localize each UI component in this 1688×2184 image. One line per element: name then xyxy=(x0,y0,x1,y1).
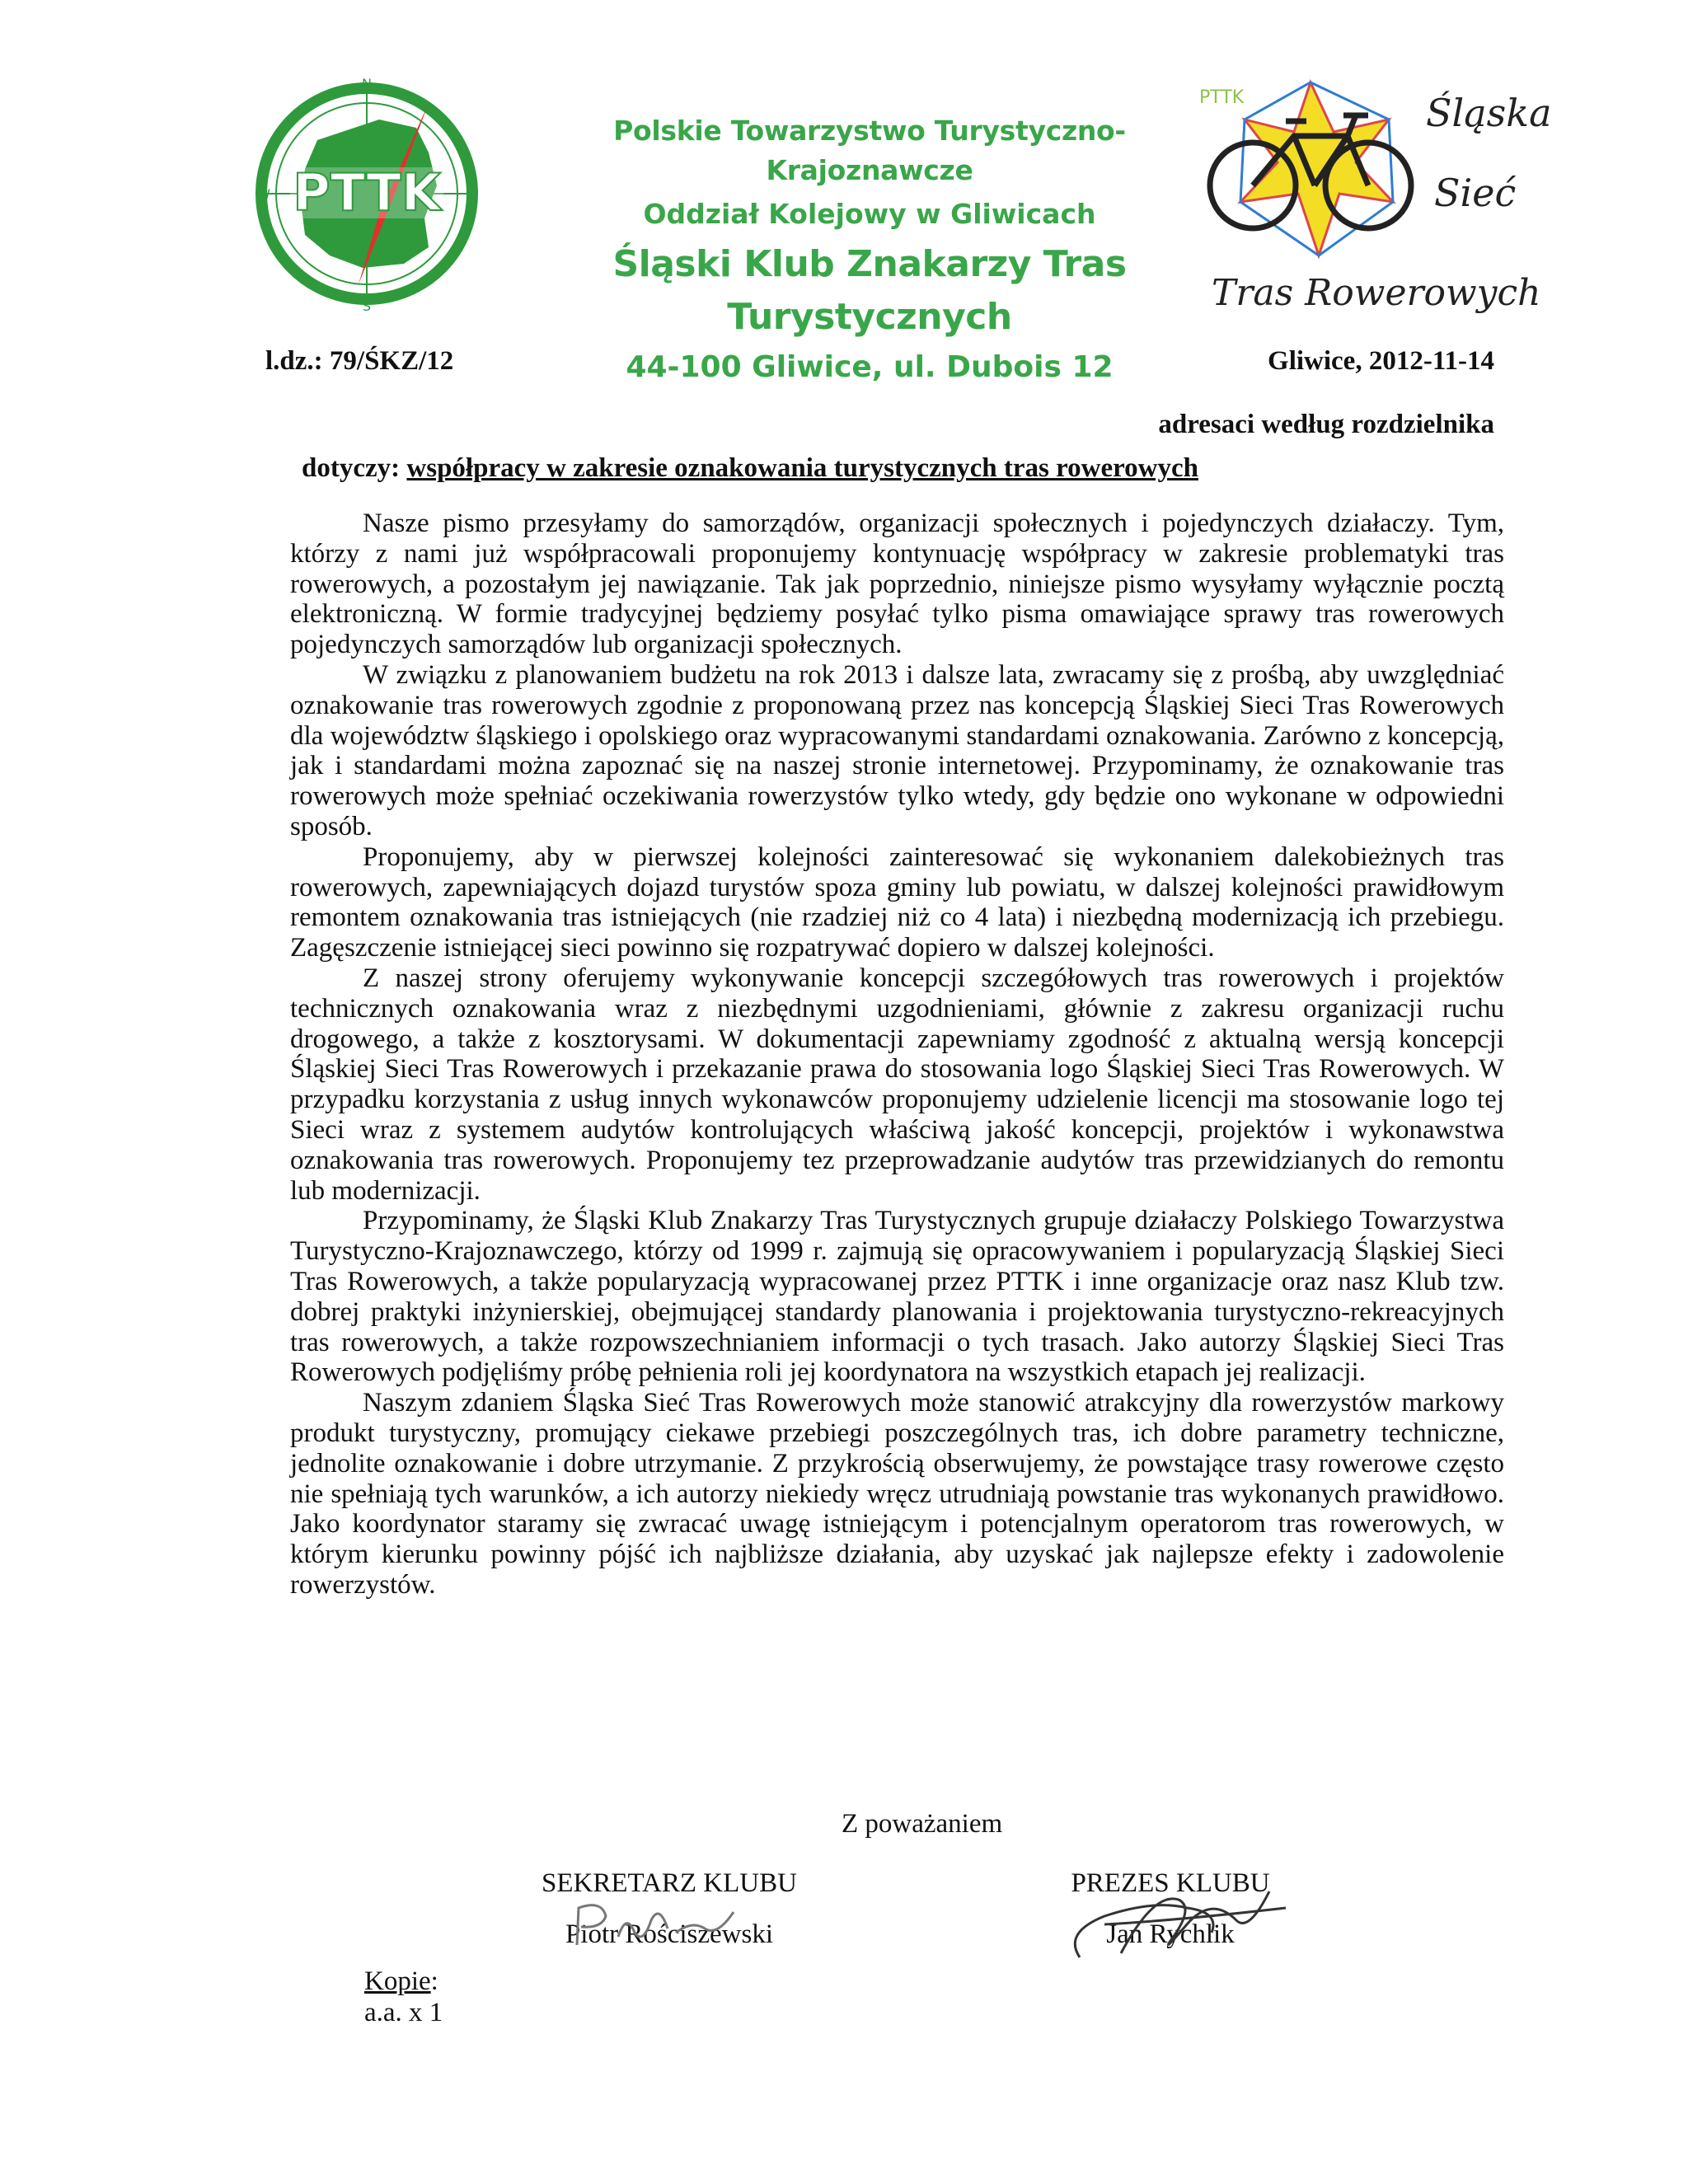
copies-section: Kopie: a.a. x 1 xyxy=(364,1966,443,2027)
org-name-line: Polskie Towarzystwo Turystyczno-Krajoznawcze xyxy=(613,115,1126,186)
svg-text:N: N xyxy=(362,76,372,91)
letter-body xyxy=(290,509,1504,1601)
body-paragraph: Naszym zdaniem Śląska Sieć Tras Rowerowych może stanowić atrakcyjny dla rowerzystów markowy produkt turystyczny, promujący ciekawe przebiegi poszczególnych tras, ich dobre parametry techniczne, jednolite oznakowanie i dobre utrzymanie. Z przykrością obserwujemy, że powstające trasy rowerowe często nie spełniają tych warunków, a ich autorzy niekiedy wręcz utrudniają powstanie tras wykonanych prawidłowo. Jako koordynator staramy się zwracać uwagę istniejącym i potencjalnym operatorom tras rowerowych, w którym kierunku powinny pójść ich najbliższe działania, aby uzyskać jak najlepsze efekty i zadowolenie rowerzystów. xyxy=(290,1388,1504,1600)
pttk-logo-text: PTTK xyxy=(293,162,441,223)
body-paragraph: W związku z planowaniem budżetu na rok 2013 i dalsze lata, zwracamy się z prośbą, aby uwzględniać oznakowanie tras rowerowych zgodnie z proponowaną przez nas koncepcją Śląskiej Sieci Tras Rowerowych dla województw śląskiego i opolskiego oraz wypracowanymi standardami oznakowania. Zarówno z koncepcją, jak i standardami można zapoznać się na naszej stronie internetowej. Przypominamy, że oznakowanie tras rowerowych może spełniać oczekiwania rowerzystów tylko wtedy, gdy będzie ono wykonane w odpowiedni sposób. xyxy=(290,659,1504,841)
club-name-line: Śląski Klub Znakarzy Tras Turystycznych xyxy=(612,243,1127,338)
body-paragraph: Nasze pismo przesyłamy do samorządów, organizacji społecznych i pojedynczych działaczy. Tym, którzy z nami już współpracowali proponujemy kontynuację współpracy w zakresie problematyki tras rowerowych, a pozostałym jej nawiązanie. Tak jak poprzednio, niniejsze pismo wysyłamy wyłącznie pocztą elektroniczną. W formie tradycyjnej będziemy posyłać tylko pisma omawiające sprawy tras rowerowych pojedynczych samorządów lub organizacji społecznych. xyxy=(290,509,1504,660)
copies-value: a.a. x 1 xyxy=(364,1998,443,2027)
signatory-title: PREZES KLUBU xyxy=(1071,1868,1270,1898)
subject-label: dotyczy: xyxy=(302,453,401,483)
closing-salutation: Z poważaniem xyxy=(842,1809,1003,1839)
sst-logo-word1: Śląska xyxy=(1426,91,1552,135)
org-branch-line: Oddział Kolejowy w Gliwicach xyxy=(643,198,1096,230)
body-paragraph: Z naszej strony oferujemy wykonywanie koncepcji szczegółowych tras rowerowych i projektów technicznych oznakowania wraz z niezbędnymi uzgodnieniami, głównie z zakresu organizacji ruchu drogowego, a także z kosztorysami. W dokumentacji zapewniamy zgodność z aktualną wersją koncepcji Śląskiej Sieci Tras Rowerowych i przekazanie prawa do stosowania logo Śląskiej Sieci Tras Rowerowych. W przypadku korzystania z usług innych wykonawców proponujemy udzielenie licencji ma stosowanie logo tej Sieci wraz z systemem audytów kontrolujących właściwą jakość koncepcji, projektów i wykonawstwa oznakowania tras rowerowych. Proponujemy tez przeprowadzanie audytów tras przewidzianych do remontu lub modernizacji. xyxy=(290,963,1504,1206)
org-address-line: 44-100 Gliwice, ul. Dubois 12 xyxy=(626,350,1114,384)
signatory-title: SEKRETARZ KLUBU xyxy=(542,1868,797,1898)
sst-logo-pttk: PTTK xyxy=(1199,87,1245,108)
svg-text:E: E xyxy=(467,186,476,202)
subject-line xyxy=(302,453,1198,484)
pttk-logo xyxy=(256,70,478,317)
reference-number: l.dz.: 79/ŚKZ/12 xyxy=(265,346,454,376)
sst-logo-word2: Sieć xyxy=(1434,171,1517,215)
addressee: adresaci według rozdzielnika xyxy=(1158,410,1494,439)
signature-block-president xyxy=(1034,1867,1306,1951)
copies-label: Kopie xyxy=(364,1966,431,1996)
svg-text:W: W xyxy=(257,186,270,202)
sst-logo-word3: Tras Rowerowych xyxy=(1212,272,1541,314)
svg-text:S: S xyxy=(362,298,372,314)
subject-text: współpracy w zakresie oznakowania turystycznych tras rowerowych xyxy=(406,453,1198,483)
silesian-bike-network-logo xyxy=(1187,70,1552,317)
body-paragraph: Przypominamy, że Śląski Klub Znakarzy Tras Turystycznych grupuje działaczy Polskiego Towarzystwa Turystyczno-Krajoznawczego, którzy od 1999 r. zajmują się opracowywaniem i popularyzacją Śląskiej Sieci Tras Rowerowych, a także popularyzacją wypracowanej przez PTTK i inne organizacje oraz nasz Klub tzw. dobrej praktyki inżynierskiej, obejmującej standardy planowania i projektowania turystyczno-rekreacyjnych tras rowerowych, a także rozpowszechnianiem informacji o tych trasach. Jako autorzy Śląskiej Sieci Tras Rowerowych podjęliśmy próbę pełnienia roli jej koordynatora na wszystkich etapach jej realizacji. xyxy=(290,1206,1504,1388)
letter-date: Gliwice, 2012-11-14 xyxy=(1268,346,1494,376)
signature-block-secretary xyxy=(521,1867,818,1951)
signatory-name: Piotr Rościszewski xyxy=(565,1919,774,1949)
signatory-name: Jan Rychlik xyxy=(1106,1919,1235,1949)
body-paragraph: Proponujemy, aby w pierwszej kolejności zainteresować się wykonaniem dalekobieżnych tras rowerowych, zapewniających dojazd turystów spoza gminy lub powiatu, w dalszej kolejności prawidłowym remontem oznakowania tras istniejących (nie rzadziej niż co 4 lata) i niezbędną modernizacją ich przebiegu. Zagęszczenie istniejącej sieci powinno się rozpatrywać dopiero w dalszej kolejności. xyxy=(290,841,1504,963)
organization-name-block xyxy=(528,111,1212,391)
